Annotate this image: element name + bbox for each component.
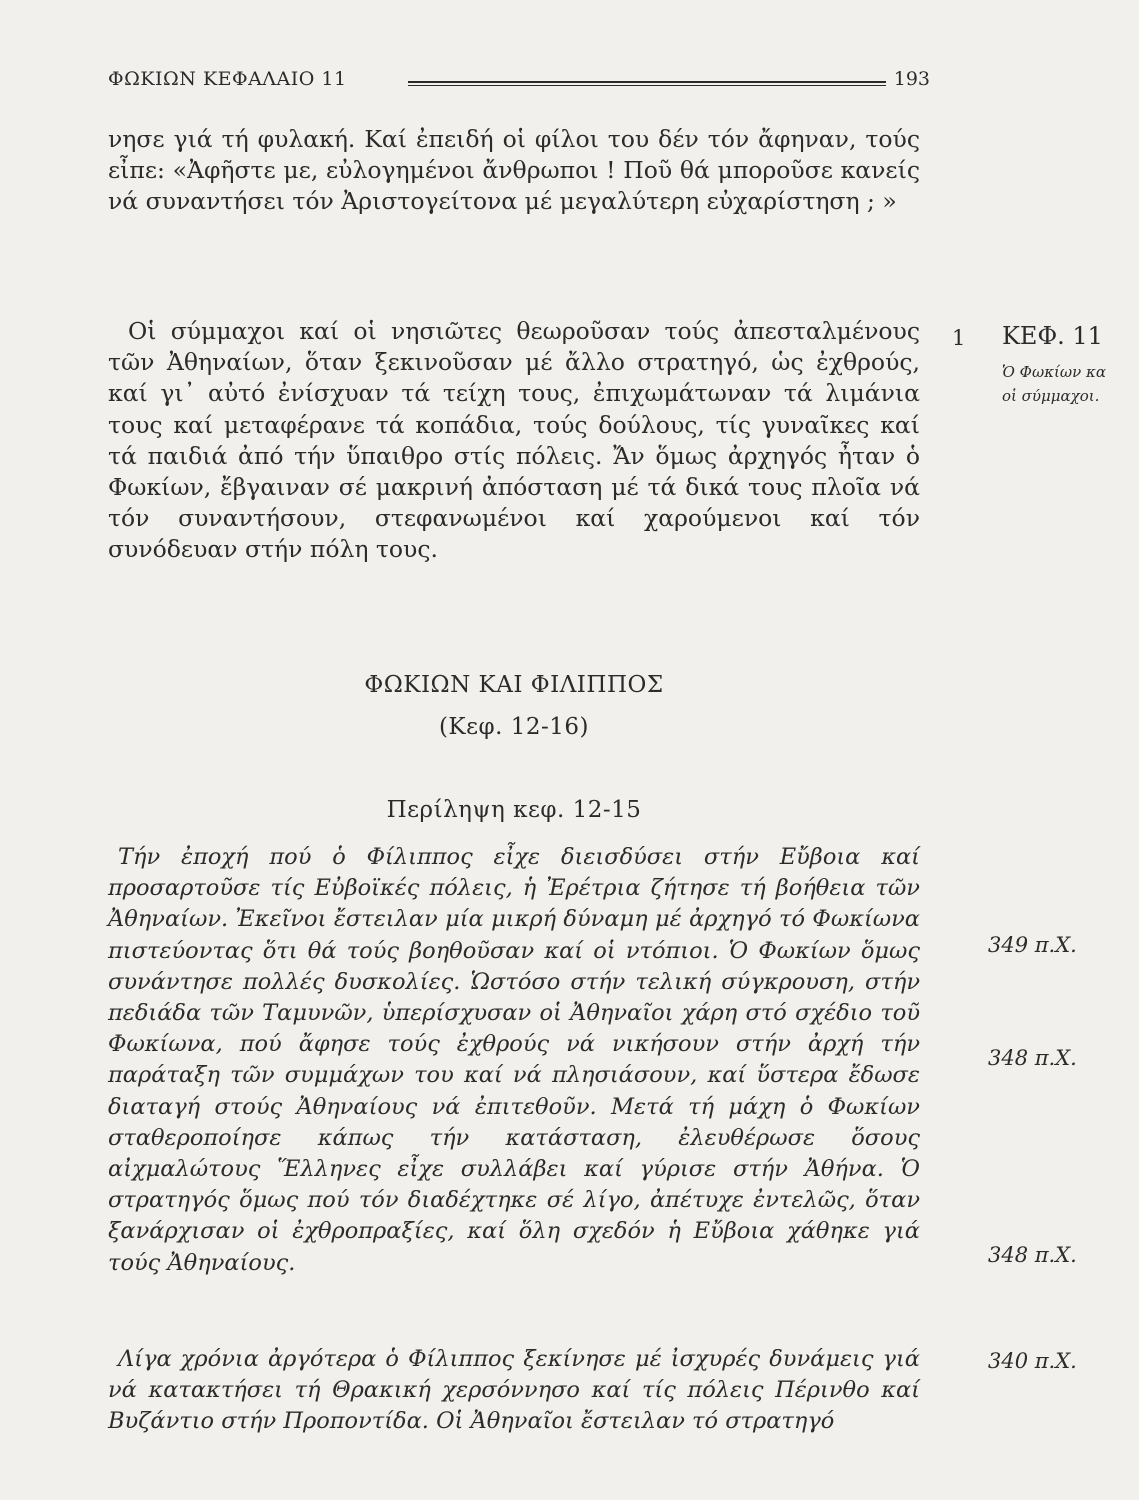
running-head xyxy=(108,68,930,100)
section-title: ΦΩΚΙΩΝ ΚΑΙ ΦΙΛΙΠΠΟΣ xyxy=(364,672,664,698)
margin-chapter-label: ΚΕΦ. 11 xyxy=(1002,322,1103,350)
summary-paragraph: Τήν ἐποχή πού ὁ Φίλιππος εἶχε διεισδύσει στήν Εὔβοια καί προσαρτοῦσε τίς Εὐβοϊκές πόλεις, ἡ Ἐρέτρια ζήτησε τή βοήθεια τῶν Ἀθηναίων. Ἐκεῖνοι ἔστειλαν μία μικρή δύναμη μέ ἀρχηγό τό Φωκίωνα πιστεύοντας ὅτι θά τούς βοηθοῦσαν καί οἱ ντόπιοι. Ὁ Φωκίων ὅμως συνάντησε πολλές δυσκολίες. Ὡστόσο στήν τελική σύγκρουση, στήν πεδιάδα τῶν Ταμυνῶν, ὑπερίσχυσαν οἱ Ἀθηναῖοι χάρη στό σχέδιο τοῦ Φωκίωνα, πού ἄφησε τούς ἐχθρούς νά νικήσουν στήν ἀρχή τήν παράταξη τῶν συμμάχων του καί νά πλησιάσουν, καί ὕστερα ἔδωσε διαταγή στούς Ἀθηναίους νά ἐπιτεθοῦν. Μετά τή μάχη ὁ Φωκίων σταθεροποίησε κάπως τήν κατάσταση, ἐλευθέρωσε ὅσους αἰχμαλώτους Ἕλληνες εἶχε συλλάβει καί γύρισε στήν Ἀθήνα. Ὁ στρατηγός ὅμως πού τόν διαδέχτηκε σέ λίγο, ἀπέτυχε ἐντελῶς, ὅταν ξανάρχισαν οἱ ἐχθροπραξίες, καί ὅλη σχεδόν ἡ Εὔβοια χάθηκε γιά τούς Ἀθηναίους. xyxy=(108,844,920,1276)
running-head-title: ΦΩΚΙΩΝ ΚΕΦΑΛΑΙΟ 11 xyxy=(108,68,347,90)
margin-chapter-subtitle xyxy=(1002,360,1106,408)
page-number: 193 xyxy=(893,68,930,90)
running-head-rule xyxy=(408,81,886,86)
summary-title: Περίληψη κεφ. 12-15 xyxy=(386,797,642,823)
margin-date: 348 π.Χ. xyxy=(988,1243,1077,1267)
margin-subtitle-line: Ὁ Φωκίων κα xyxy=(1002,363,1106,381)
paragraph-allies: Οἱ σύμμαχοι καί οἱ νησιῶτες θεωροῦσαν τούς ἀπεσταλμένους τῶν Ἀθηναίων, ὅταν ξεκινοῦσαν μέ ἄλλο στρατηγό, ὡς ἐχθρούς, καί γι᾽ αὐτό ἐνίσχυαν τά τείχη τους, ἐπιχωμάτωναν τά λιμάνια τους καί μεταφέρανε τά κοπάδια, τούς δούλους, τίς γυναῖκες καί τά παιδιά ἀπό τήν ὕπαιθρο στίς πόλεις. Ἄν ὅμως ἀρχηγός ἦταν ὁ Φωκίων, ἔβγαιναν σέ μακρινή ἀπόσταση μέ τά δικά τους πλοῖα νά τόν συναντήσουν, στεφανωμένοι καί χαρούμενοι καί τόν συνόδευαν στήν πόλη τους. xyxy=(108,317,920,564)
margin-date: 340 π.Χ. xyxy=(988,1349,1077,1373)
margin-subtitle-line: οἱ σύμμαχοι. xyxy=(1002,387,1100,405)
section-range: (Κεφ. 12-16) xyxy=(438,714,590,740)
margin-paragraph-number: 1 xyxy=(952,326,966,350)
margin-date: 348 π.Χ. xyxy=(988,1046,1077,1070)
margin-date: 349 π.Χ. xyxy=(988,933,1077,957)
paragraph-continued: νησε γιά τή φυλακή. Καί ἐπειδή οἱ φίλοι του δέν τόν ἄφηναν, τούς εἶπε: «Ἀφῆστε με, εὐλογημένοι ἄνθρωποι ! Ποῦ θά μποροῦσε κανείς νά συναντήσει τόν Ἀριστογείτονα μέ μεγαλύτερη εὐχαρίστηση ; » xyxy=(108,125,920,216)
summary-paragraph: Λίγα χρόνια ἀργότερα ὁ Φίλιππος ξεκίνησε μέ ἰσχυρές δυνάμεις γιά νά κατακτήσει τή Θρακική χερσόννησο καί τίς πόλεις Πέρινθο καί Βυζάντιο στήν Προποντίδα. Οἱ Ἀθηναῖοι ἔστειλαν τό στρατηγό xyxy=(108,1346,920,1435)
